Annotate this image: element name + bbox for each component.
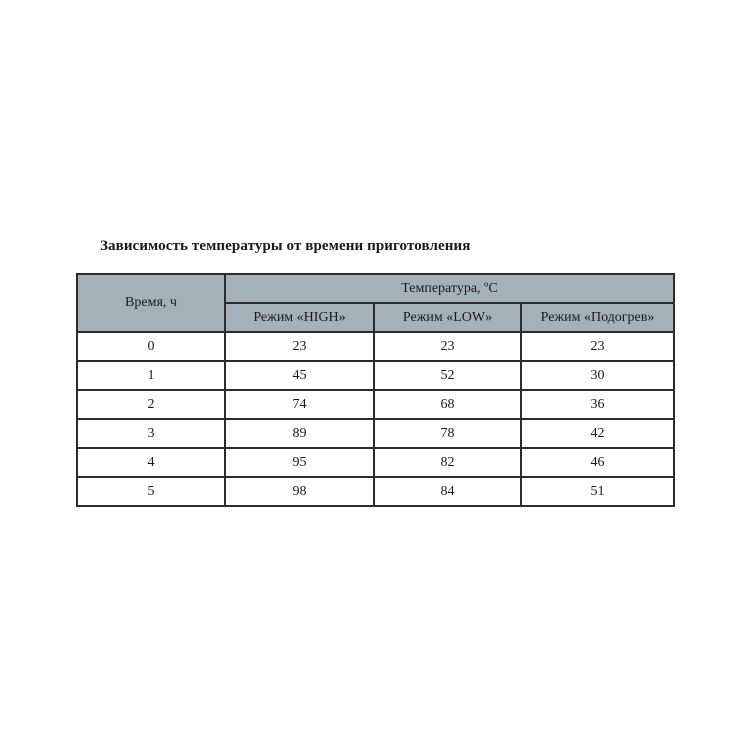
high-cell: 95 [225,448,374,477]
table-title: Зависимость температуры от времени приготовления [100,238,471,254]
low-cell: 52 [374,361,521,390]
temperature-group-header: Температура, ºС [225,274,674,303]
table-row [77,361,674,390]
low-cell: 82 [374,448,521,477]
time-column-header: Время, ч [77,274,225,332]
time-cell: 3 [77,419,225,448]
low-cell: 68 [374,390,521,419]
mode-low-header: Режим «LOW» [374,303,521,332]
warm-cell: 30 [521,361,674,390]
mode-warm-header: Режим «Подогрев» [521,303,674,332]
table-row [77,419,674,448]
table-row [77,448,674,477]
table-row [77,477,674,506]
high-cell: 23 [225,332,374,361]
warm-cell: 36 [521,390,674,419]
warm-cell: 46 [521,448,674,477]
table-row [77,332,674,361]
temperature-table [76,273,675,507]
high-cell: 74 [225,390,374,419]
high-cell: 98 [225,477,374,506]
time-cell: 4 [77,448,225,477]
low-cell: 23 [374,332,521,361]
time-cell: 5 [77,477,225,506]
low-cell: 84 [374,477,521,506]
high-cell: 89 [225,419,374,448]
low-cell: 78 [374,419,521,448]
time-cell: 0 [77,332,225,361]
time-cell: 2 [77,390,225,419]
table-row [77,390,674,419]
warm-cell: 51 [521,477,674,506]
mode-high-header: Режим «HIGH» [225,303,374,332]
time-cell: 1 [77,361,225,390]
high-cell: 45 [225,361,374,390]
warm-cell: 23 [521,332,674,361]
warm-cell: 42 [521,419,674,448]
